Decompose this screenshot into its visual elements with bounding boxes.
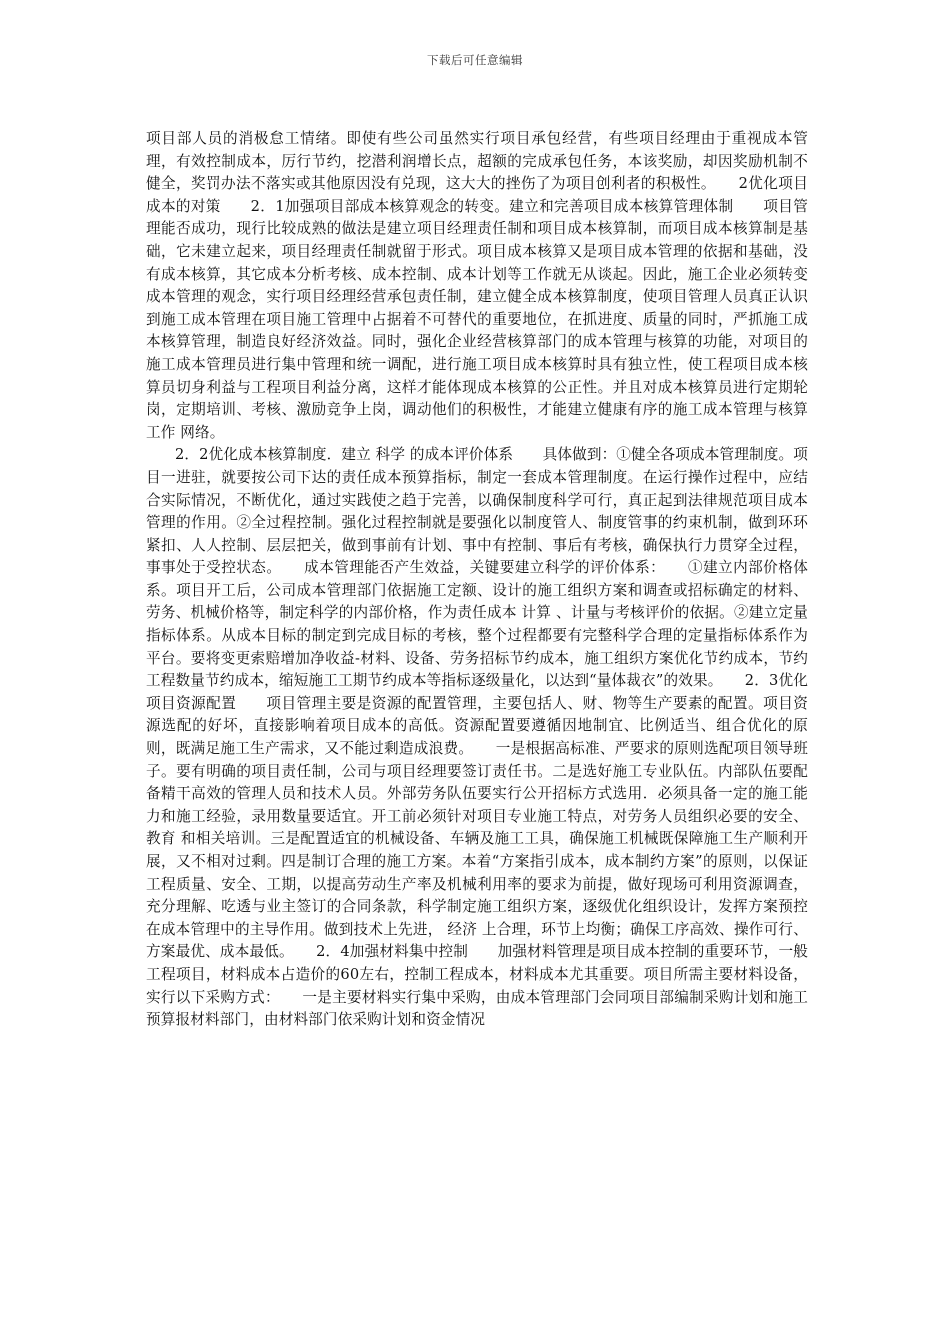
paragraph-1: 项目部人员的消极怠工情绪。即使有些公司虽然实行项目承包经营，有些项目经理由于重视成本管理，有效控制成本，厉行节约，挖潜利润增长点，超额的完成承包任务，本该奖励，却因奖励机制不健全，奖罚办法不落实或其他原因没有兑现，这大大的挫伤了为项目创利者的积极性。 2优化项目成本的对策 2．1加强项目部成本核算观念的转变。建立和完善项目成本核算管理体制 项目管理能否成功，现行比较成熟的做法是建立项目经理责任制和项目成本核算制，而项目成本核算制是基础，它未建立起来，项目经理责任制就留于形式。项目成本核算又是项目成本管理的依据和基础，没有成本核算，其它成本分析考核、成本控制、成本计划等工作就无从谈起。因此，施工企业必须转变成本管理的观念，实行项目经理经营承包责任制，建立健全成本核算制度，使项目管理人员真正认识到施工成本管理在项目施工管理中占据着不可替代的重要地位，在抓进度、质量的同时，严抓施工成本核算管理，制造良好经济效益。同时，强化企业经营核算部门的成本管理与核算的功能，对项目的施工成本管理员进行集中管理和统一调配，进行施工项目成本核算时具有独立性，使工程项目成本核算员切身利益与工程项目利益分离，这样才能体现成本核算的公正性。并且对成本核算员进行定期轮岗，定期培训、考核、激励竞争上岗，调动他们的积极性，才能建立健康有序的施工成本管理与核算工作 网络。 bbox=[146, 130, 808, 441]
page-header: 下载后可任意编辑 bbox=[427, 53, 523, 67]
document-body bbox=[146, 128, 808, 1032]
paragraph-2: 2．2优化成本核算制度．建立 科学 的成本评价体系 具体做到：①健全各项成本管理制度。项目一进驻，就要按公司下达的责任成本预算指标，制定一套成本管理制度。在运行操作过程中，应结合实际情况，不断优化，通过实践使之趋于完善，以确保制度科学可行，真正起到法律规范项目成本管理的作用。②全过程控制。强化过程控制就是要强化以制度管人、制度管事的约束机制，做到环环紧扣、人人控制、层层把关，做到事前有计划、事中有控制、事后有考核，确保执行力贯穿全过程，事事处于受控状态。 成本管理能否产生效益，关键要建立科学的评价体系： ①建立内部价格体系。项目开工后，公司成本管理部门依据施工定额、设计的施工组织方案和调查或招标确定的材料、劳务、机械价格等，制定科学的内部价格，作为责任成本 计算 、计量与考核评价的依据。②建立定量指标体系。从成本目标的制定到完成目标的考核，整个过程都要有完整科学合理的定量指标体系作为平台。要将变更索赔增加净收益-材料、设备、劳务招标节约成本，施工组织方案优化节约成本，节约工程数量节约成本，缩短施工工期节约成本等指标逐级量化，以达到“量体裁衣”的效果。 2．3优化项目资源配置 项目管理主要是资源的配置管理，主要包括人、财、物等生产要素的配置。项目资源选配的好坏，直接影响着项目成本的高低。资源配置要遵循因地制宜、比例适当、组合优化的原则，既满足施工生产需求，又不能过剩造成浪费。 一是根据高标准、严要求的原则选配项目领导班子。要有明确的项目责任制，公司与项目经理要签订责任书。二是选好施工专业队伍。内部队伍要配备精干高效的管理人员和技术人员。外部劳务队伍要实行公开招标方式选用．必须具备一定的施工能力和施工经验，录用数量要适宜。开工前必须针对项目专业施工特点，对劳务人员组织必要的安全、 教育 和相关培训。三是配置适宜的机械设备、车辆及施工工具，确保施工机械既保障施工生产顺利开展，又不相对过剩。四是制订合理的施工方案。本着“方案指引成本，成本制约方案”的原则，以保证工程质量、安全、工期，以提高劳动生产率及机械利用率的要求为前提，做好现场可利用资源调查，充分理解、吃透与业主签订的合同条款，科学制定施工组织方案，逐级优化组织设计，发挥方案预控在成本管理中的主导作用。做到技术上先进， 经济 上合理，环节上均衡；确保工序高效、操作可行、方案最优、成本最低。 2．4加强材料集中控制 加强材料管理是项目成本控制的重要环节，一般工程项目，材料成本占造价的60左右，控制工程成本，材料成本尤其重要。项目所需主要材料设备，实行以下采购方式： 一是主要材料实行集中采购，由成本管理部门会同项目部编制采购计划和施工预算报材料部门，由材料部门依采购计划和资金情况 bbox=[146, 446, 808, 1029]
